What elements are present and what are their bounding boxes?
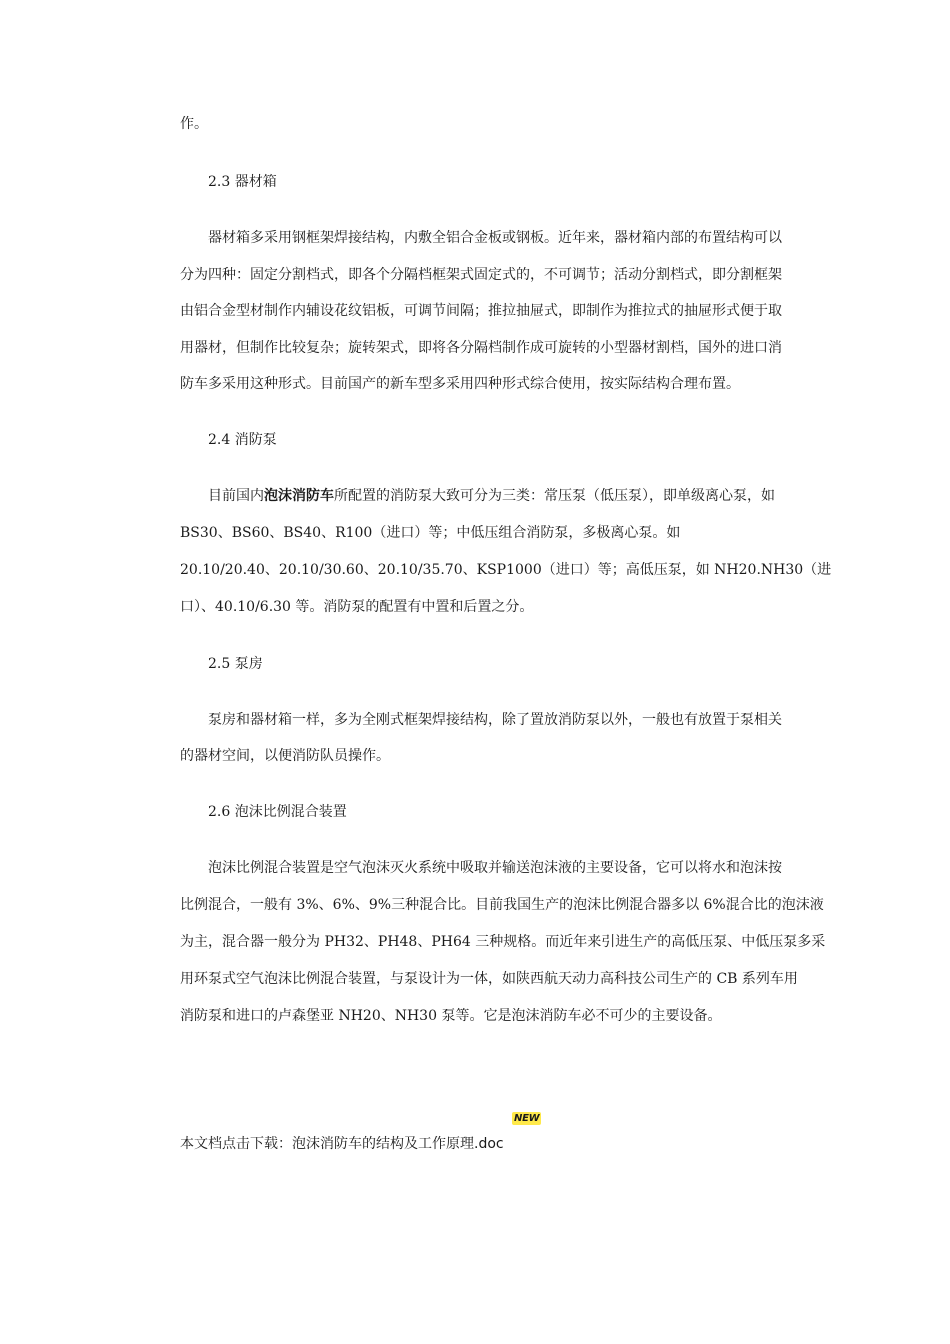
paragraph-line: 的器材空间，以便消防队员操作。 xyxy=(180,748,390,764)
paragraph-line: 分为四种：固定分割档式，即各个分隔档框架式固定式的，不可调节；活动分割档式，即分割框架 xyxy=(180,267,782,283)
paragraph-line-with-bold xyxy=(208,486,775,506)
paragraph-line: 用环泵式空气泡沫比例混合装置，与泵设计为一体，如陕西航天动力高科技公司生产的 CB 系列车用 xyxy=(180,971,798,987)
download-footer xyxy=(180,1134,504,1154)
paragraph-line: 比例混合，一般有 3%、6%、9%三种混合比。目前我国生产的泡沫比例混合器多以 6%混合比的泡沫液 xyxy=(180,897,824,913)
section-heading-2-3: 2.3 器材箱 xyxy=(208,174,277,190)
paragraph-line: 泵房和器材箱一样，多为全刚式框架焊接结构，除了置放消防泵以外，一般也有放置于泵相关 xyxy=(208,712,782,728)
download-prefix: 本文档点击下载： xyxy=(180,1136,292,1152)
new-badge: NEW xyxy=(514,1113,540,1124)
bold-keyword: 泡沫消防车 xyxy=(264,488,334,504)
paragraph-line: 20.10/20.40、20.10/30.60、20.10/35.70、KSP1000（进口）等；高低压泵，如 NH20.NH30（进 xyxy=(180,562,832,578)
download-link[interactable]: 泡沫消防车的结构及工作原理.doc xyxy=(292,1136,504,1152)
paragraph-line: 防车多采用这种形式。目前国产的新车型多采用四种形式综合使用，按实际结构合理布置。 xyxy=(180,376,740,392)
section-heading-2-5: 2.5 泵房 xyxy=(208,656,263,672)
paragraph-line: 器材箱多采用钢框架焊接结构，内敷全铝合金板或钢板。近年来，器材箱内部的布置结构可以 xyxy=(208,230,782,246)
paragraph-line: 为主，混合器一般分为 PH32、PH48、PH64 三种规格。而近年来引进生产的高低压泵、中低压泵多采 xyxy=(180,934,826,950)
section-heading-2-4: 2.4 消防泵 xyxy=(208,432,277,448)
paragraph-line: 作。 xyxy=(180,116,208,132)
paragraph-line: 由铝合金型材制作内辅设花纹铝板，可调节间隔；推拉抽屉式，即制作为推拉式的抽屉形式便于取 xyxy=(180,303,782,319)
paragraph-line: 泡沫比例混合装置是空气泡沫灭火系统中吸取并输送泡沫液的主要设备，它可以将水和泡沫按 xyxy=(208,860,782,876)
text-before-bold: 目前国内 xyxy=(208,488,264,504)
paragraph-line: 用器材，但制作比较复杂；旋转架式，即将各分隔档制作成可旋转的小型器材割档，国外的进口消 xyxy=(180,340,782,356)
paragraph-line: 消防泵和进口的卢森堡亚 NH20、NH30 泵等。它是泡沫消防车必不可少的主要设备。 xyxy=(180,1008,722,1024)
text-after-bold: 所配置的消防泵大致可分为三类：常压泵（低压泵），即单级离心泵，如 xyxy=(334,488,775,504)
paragraph-line: BS30、BS60、BS40、R100（进口）等；中低压组合消防泵，多极离心泵。如 xyxy=(180,525,681,541)
paragraph-line: 口）、40.10/6.30 等。消防泵的配置有中置和后置之分。 xyxy=(180,599,534,615)
section-heading-2-6: 2.6 泡沫比例混合装置 xyxy=(208,804,347,820)
